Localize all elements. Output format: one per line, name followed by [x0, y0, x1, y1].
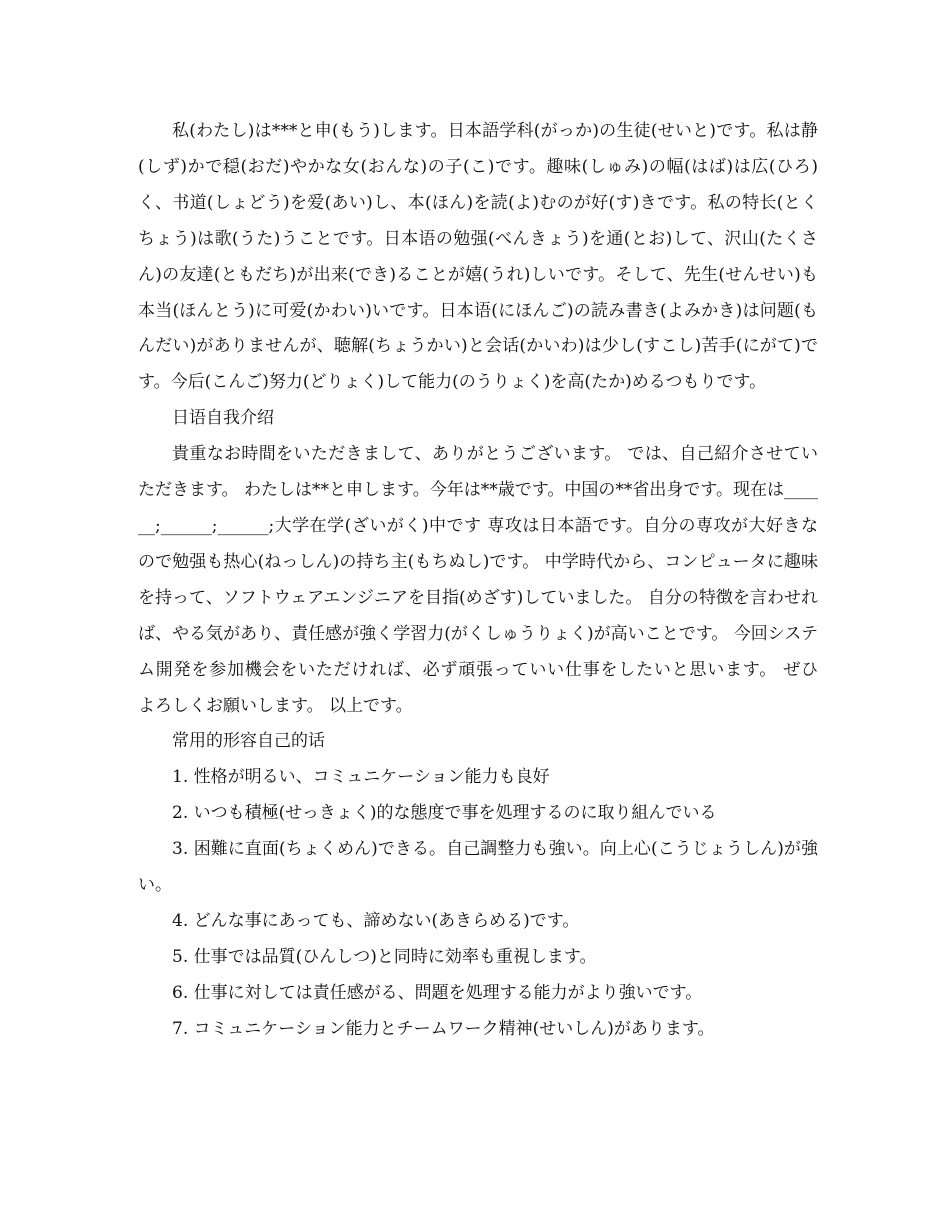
section-heading-self-description: 常用的形容自己的话: [172, 731, 325, 752]
list-item: 1. 性格が明るい、コミュニケーション能力も良好: [172, 767, 550, 788]
self-introduction-paragraph: 貴重なお時間をいただきまして、ありがとうございます。 では、自己紹介させていただきます。 わたしは**と申します。今年は**歳です。中国の**省出身です。现在は______;______;______;大学在学(ざいがく)中です 専攻は日本語です。自分の専攻が大好きなので勉强も热心(ねっしん)の持ち主(もちぬし)です。 中学時代から、コンピュータに趣味を持って、ソフトウェアエンジニアを目指(めざす)していました。 自分の特徴を言わせれば、やる気があり、責任感が強く学習力(がくしゅうりょく)が高いことです。 今回システム開発を参加機会をいただければ、必ず頑張っていい仕事をしたいと思います。 ぜひ よろしくお願いします。 以上です。: [138, 444, 835, 716]
list-item: 2. いつも積極(せっきょく)的な態度で事を処理するのに取り組んでいる: [172, 803, 717, 824]
document-body: [138, 114, 835, 1048]
list-item: 4. どんな事にあっても、諦めない(あきらめる)です。: [172, 910, 580, 931]
intro-paragraph: 私(わたし)は***と申(もう)します。日本語学科(がっか)の生徒(せいと)です。私は静(しず)かで穏(おだ)やかな女(おんな)の子(こ)です。趣味(しゅみ)の幅(はば)は広(ひろ)く、书道(しょどう)を爱(あい)し、本(ほん)を読(よ)むのが好(す)きです。私の特长(とくちょう)は歌(うた)うことです。日本语の勉强(べんきょう)を通(とお)して、沢山(たくさん)の友達(ともだち)が出来(でき)ることが嬉(うれ)しいです。そして、先生(せんせい)も本当(ほんとう)に可爱(かわい)いです。日本语(にほんご)の読み書き(よみかき)は问题(もんだい)がありませんが、聴解(ちょうかい)と会话(かいわ)は少し(すこし)苦手(にがて)です。今后(こんご)努力(どりょく)して能力(のうりょく)を高(たか)めるつもりです。: [138, 121, 818, 393]
list-item: 7. コミュニケーション能力とチームワーク精神(せいしん)があります。: [172, 1018, 715, 1039]
list-item: 6. 仕事に対しては責任感がる、問題を処理する能力がより強いです。: [172, 982, 703, 1003]
list-item: 3. 困難に直面(ちょくめん)できる。自己調整力も強い。向上心(こうじょうしん)が強い。: [138, 839, 818, 896]
section-heading-self-introduction: 日语自我介绍: [172, 408, 274, 429]
list-item: 5. 仕事では品質(ひんしつ)と同時に効率も重視します。: [172, 946, 597, 967]
